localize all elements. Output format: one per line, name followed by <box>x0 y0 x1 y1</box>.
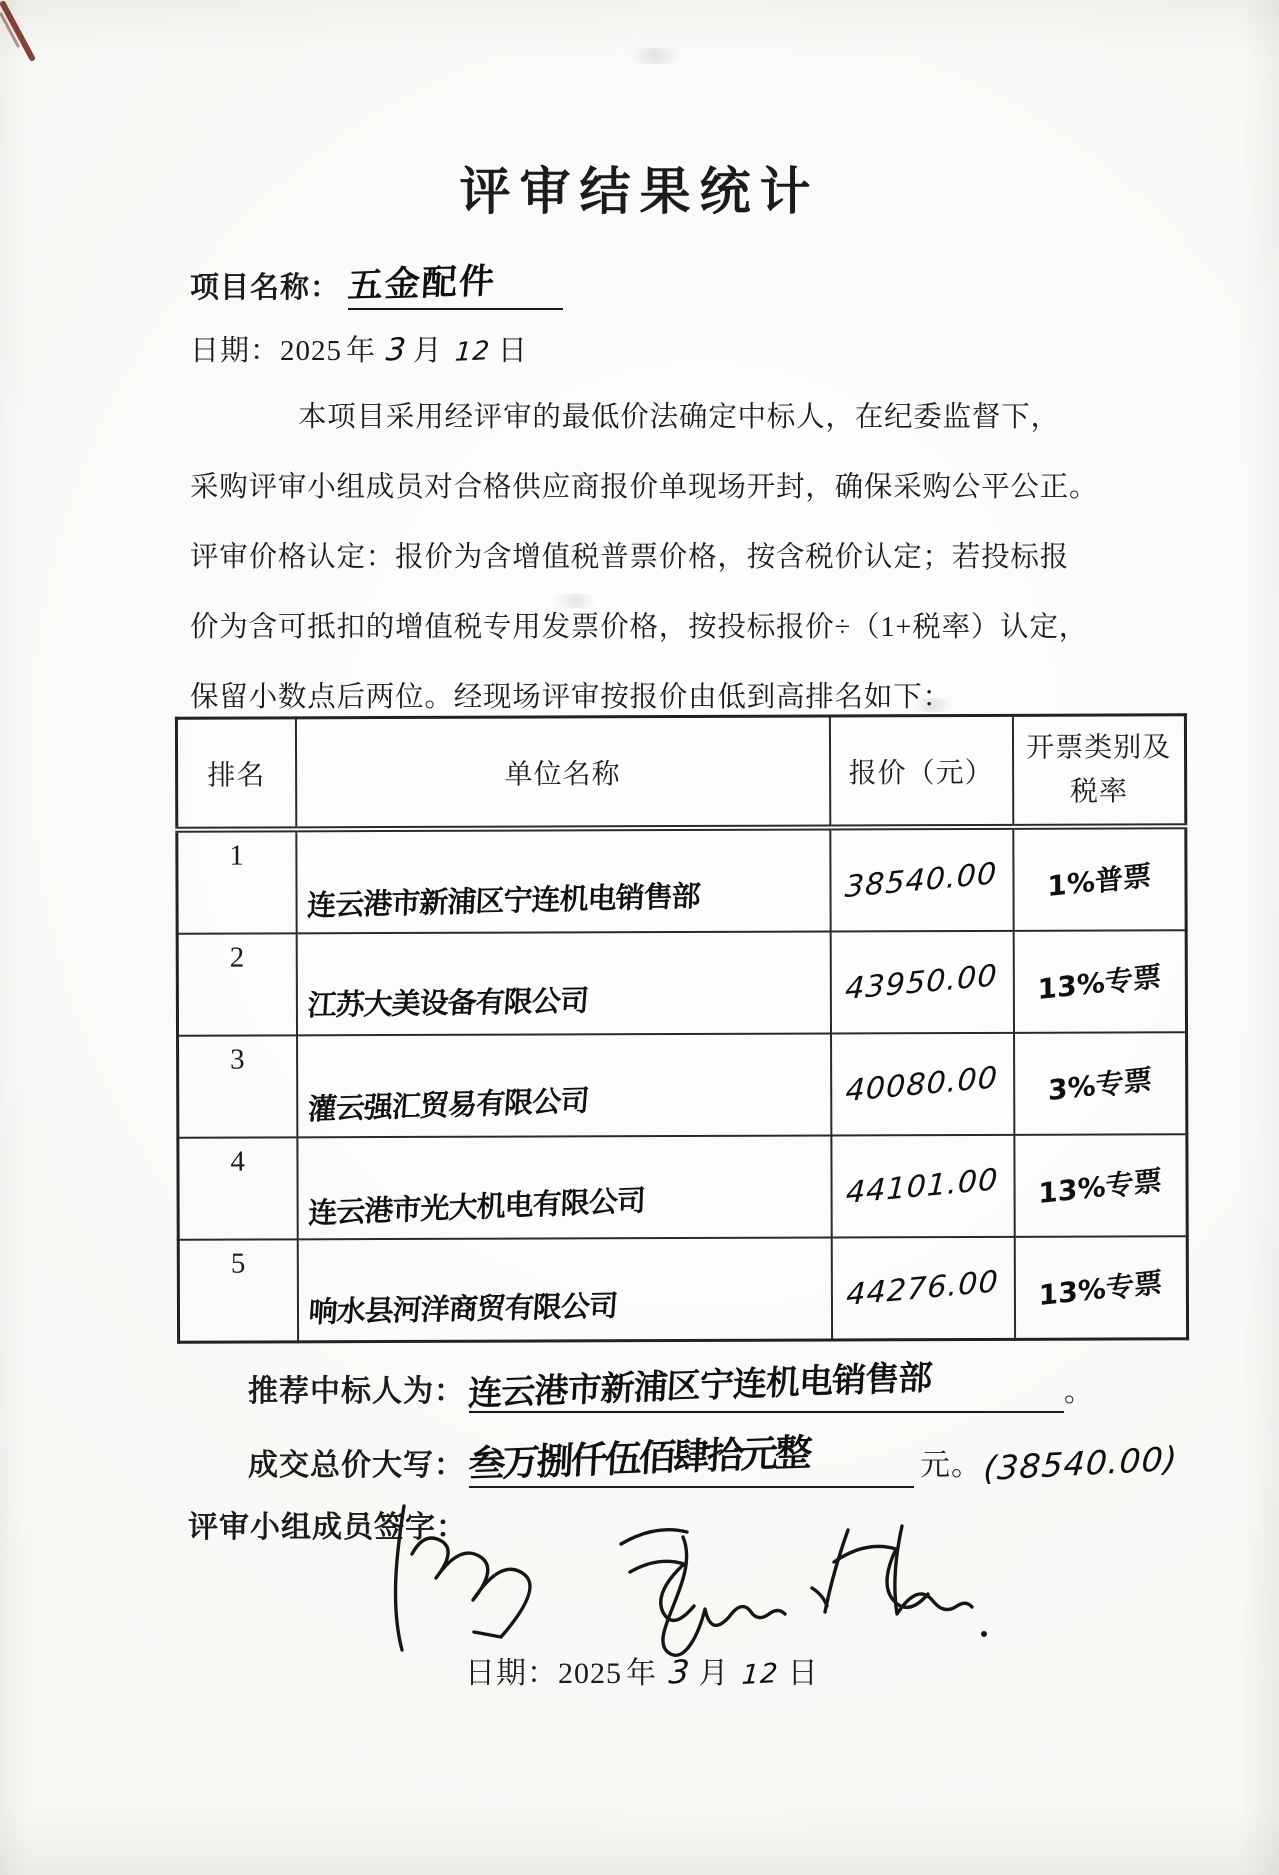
rank-cell: 4 <box>178 1137 297 1239</box>
price-handwritten: 40080.00 <box>845 1059 1000 1109</box>
footer-date-month-unit: 月 <box>698 1657 730 1690</box>
signatures <box>378 1492 1003 1672</box>
rank-cell: 3 <box>178 1035 297 1137</box>
tax-handwritten: 13%专票 <box>1038 1265 1163 1313</box>
table-row <box>178 1032 1187 1138</box>
signature-1 <box>412 1538 530 1637</box>
total-price-line <box>248 1431 1180 1489</box>
date-day-handwritten: 12 <box>453 336 492 368</box>
amount-unit: 元。 <box>920 1449 982 1482</box>
tax-handwritten: 3%专票 <box>1047 1063 1153 1108</box>
price-handwritten: 44276.00 <box>845 1263 1000 1313</box>
company-handwritten: 响水县河洋商贸有限公司 <box>307 1288 618 1329</box>
winner-period: 。 <box>1064 1376 1095 1408</box>
footer-date-line <box>465 1648 819 1692</box>
signature-2 <box>621 1530 687 1544</box>
paragraph: 本项目采用经评审的最低价法确定中标人，在纪委监督下， <box>298 402 1060 433</box>
signature-label: 评审小组成员签字： <box>188 1511 467 1544</box>
company-cell <box>297 1135 831 1239</box>
winner-value-handwritten: 连云港市新浦区宁连机电销售部 <box>467 1357 933 1415</box>
date-year-unit: 年 <box>346 335 377 367</box>
header-tax: 开票类别及税率 <box>1012 715 1185 827</box>
company-cell <box>297 1033 831 1137</box>
paragraph: 保留小数点后两位。经现场评审按报价由低到高排名如下： <box>190 682 952 713</box>
price-handwritten: 44101.00 <box>845 1161 1000 1211</box>
signature-2 <box>663 1537 785 1655</box>
amount-words-handwritten: 叁万捌仟伍佰肆拾元整 <box>467 1431 811 1486</box>
company-cell <box>296 931 830 1035</box>
price-handwritten: 43950.00 <box>844 957 999 1007</box>
footer-date-year-unit: 年 <box>626 1657 657 1690</box>
footer-date-year: 2025 <box>558 1657 622 1690</box>
table-row <box>178 1134 1187 1240</box>
tax-handwritten: 1%普票 <box>1047 859 1152 904</box>
amount-underline <box>469 1432 914 1488</box>
ranking-table <box>175 713 1189 1344</box>
table-header-row <box>176 715 1185 830</box>
tax-cell <box>1013 930 1186 1033</box>
project-name-underline <box>348 258 563 310</box>
amount-figure-handwritten: (38540.00) <box>982 1438 1180 1489</box>
tax-cell <box>1014 1032 1187 1135</box>
recommended-winner-label: 推荐中标人为： <box>248 1375 465 1408</box>
rank-cell: 5 <box>178 1239 297 1342</box>
signature-3 <box>825 1530 848 1612</box>
comma-mark <box>812 1588 827 1606</box>
company-handwritten: 连云港市光大机电有限公司 <box>307 1183 645 1231</box>
table-row <box>177 930 1186 1036</box>
price-cell <box>831 1237 1014 1340</box>
scan-corner-mark <box>0 0 46 66</box>
tax-handwritten: 13%专票 <box>1037 959 1162 1007</box>
pen-dot <box>981 1631 987 1637</box>
price-cell <box>831 1033 1014 1136</box>
header-price: 报价（元） <box>829 715 1012 827</box>
price-handwritten: 38540.00 <box>844 855 999 905</box>
tax-handwritten: 13%专票 <box>1038 1163 1163 1211</box>
date-month-unit: 月 <box>412 335 443 367</box>
recommended-winner-line <box>248 1357 1095 1415</box>
tax-cell <box>1013 826 1186 931</box>
rank-cell: 1 <box>177 829 296 933</box>
project-name-value-handwritten: 五金配件 <box>346 261 498 307</box>
project-name-line <box>190 258 563 310</box>
footer-date-month-handwritten: 3 <box>667 1652 692 1692</box>
date-day-unit: 日 <box>497 335 528 367</box>
company-handwritten: 江苏大美设备有限公司 <box>305 983 589 1023</box>
paragraph: 价为含可抵扣的增值税专用发票价格，按投标报价÷（1+税率）认定， <box>190 612 1089 643</box>
date-year: 2025 <box>280 335 343 367</box>
signature-3 <box>834 1546 928 1607</box>
footer-date-day-unit: 日 <box>787 1657 819 1690</box>
date-month-handwritten: 3 <box>384 331 409 369</box>
table-row <box>177 826 1186 934</box>
document-title: 评审结果统计 <box>459 165 820 221</box>
price-cell <box>831 1135 1014 1238</box>
footer-date-label: 日期： <box>465 1657 558 1690</box>
paragraph: 评审价格认定：报价为含增值税普票价格，按含税价认定；若投标报 <box>190 542 1070 573</box>
total-price-label: 成交总价大写： <box>248 1449 465 1482</box>
header-date-line <box>190 328 528 369</box>
winner-underline <box>467 1357 1064 1415</box>
project-name-label: 项目名称： <box>190 272 341 304</box>
scan-smudge <box>620 48 690 64</box>
footer-date-day-handwritten: 12 <box>741 1658 780 1691</box>
rank-cell: 2 <box>177 933 296 1035</box>
table-row <box>178 1236 1187 1342</box>
header-company: 单位名称 <box>295 716 829 829</box>
tax-cell <box>1014 1236 1187 1339</box>
price-cell <box>830 827 1013 932</box>
company-handwritten: 灌云强汇贸易有限公司 <box>306 1083 590 1127</box>
company-handwritten: 连云港市新浦区宁连机电销售部 <box>305 878 700 923</box>
header-rank: 排名 <box>176 718 295 830</box>
price-cell <box>830 931 1013 1034</box>
signature-1 <box>396 1506 404 1650</box>
date-label: 日期： <box>190 335 281 367</box>
signature-3 <box>895 1526 972 1614</box>
company-cell <box>296 827 830 933</box>
tax-cell <box>1014 1134 1187 1237</box>
company-cell <box>297 1237 831 1341</box>
paragraph: 采购评审小组成员对合格供应商报价单现场开封，确保采购公平公正。 <box>190 472 1099 503</box>
